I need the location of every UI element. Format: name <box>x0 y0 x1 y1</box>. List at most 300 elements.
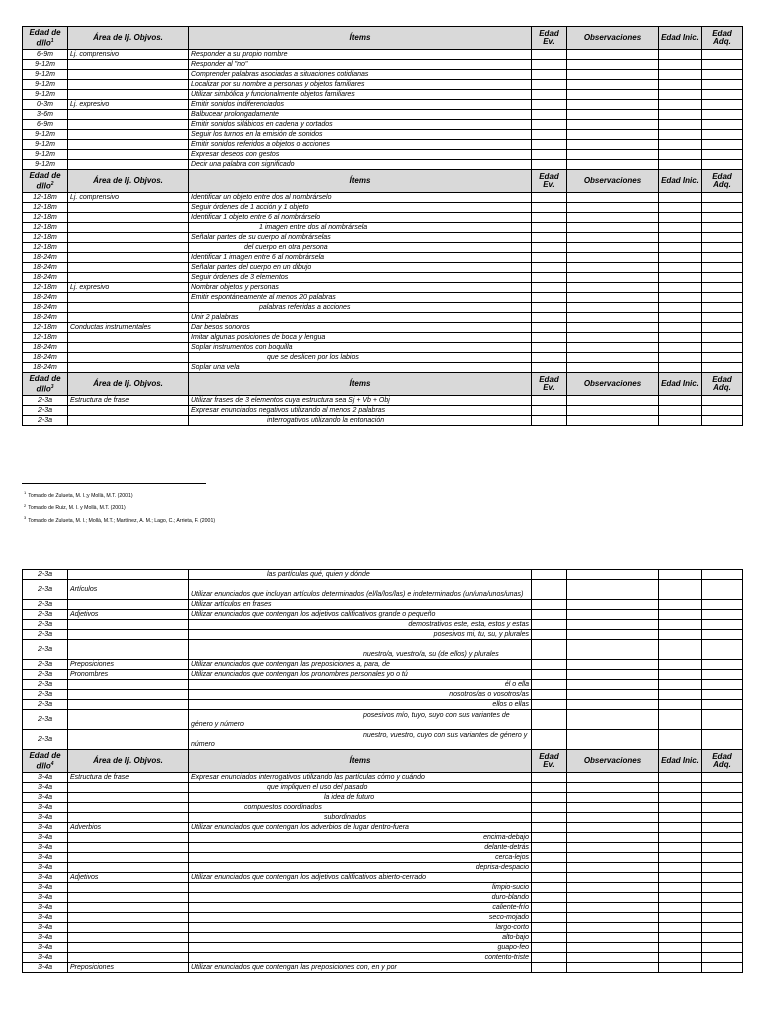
obs-age-ev-cell[interactable] <box>532 903 567 913</box>
age-inic-cell[interactable] <box>659 363 702 373</box>
age-adq-cell[interactable] <box>702 813 743 823</box>
observations-cell[interactable] <box>567 873 659 883</box>
obs-age-ev-cell[interactable] <box>532 793 567 803</box>
obs-age-ev-cell[interactable] <box>532 150 567 160</box>
observations-cell[interactable] <box>567 223 659 233</box>
age-inic-cell[interactable] <box>659 110 702 120</box>
observations-cell[interactable] <box>567 783 659 793</box>
age-adq-cell[interactable] <box>702 893 743 903</box>
observations-cell[interactable] <box>567 863 659 873</box>
age-cell: 2-3a <box>23 416 68 426</box>
obs-age-ev-cell[interactable] <box>532 600 567 610</box>
obs-age-ev-cell[interactable] <box>532 213 567 223</box>
observations-cell[interactable] <box>567 893 659 903</box>
age-adq-cell[interactable] <box>702 943 743 953</box>
age-adq-cell[interactable] <box>702 193 743 203</box>
observations-cell[interactable] <box>567 640 659 660</box>
obs-age-ev-cell[interactable] <box>532 333 567 343</box>
age-inic-cell[interactable] <box>659 913 702 923</box>
obs-age-ev-cell[interactable] <box>532 396 567 406</box>
age-adq-cell[interactable] <box>702 293 743 303</box>
observations-cell[interactable] <box>567 203 659 213</box>
age-adq-cell[interactable] <box>702 263 743 273</box>
age-adq-cell[interactable] <box>702 70 743 80</box>
observations-cell[interactable] <box>567 233 659 243</box>
obs-age-ev-cell[interactable] <box>532 883 567 893</box>
age-inic-cell[interactable] <box>659 253 702 263</box>
observations-cell[interactable] <box>567 90 659 100</box>
age-inic-cell[interactable] <box>659 600 702 610</box>
age-inic-cell[interactable] <box>659 873 702 883</box>
header-age-inic-label: Edad Inic. <box>661 33 699 42</box>
age-adq-cell[interactable] <box>702 710 743 730</box>
observations-cell[interactable] <box>567 670 659 680</box>
age-adq-cell[interactable] <box>702 100 743 110</box>
area-cell <box>68 600 189 610</box>
observations-cell[interactable] <box>567 323 659 333</box>
age-cell: 3-4a <box>23 893 68 903</box>
age-adq-cell[interactable] <box>702 833 743 843</box>
obs-age-ev-cell[interactable] <box>532 100 567 110</box>
obs-age-ev-cell[interactable] <box>532 843 567 853</box>
observations-cell[interactable] <box>567 953 659 963</box>
age-adq-cell[interactable] <box>702 963 743 973</box>
area-cell <box>68 903 189 913</box>
age-inic-cell[interactable] <box>659 283 702 293</box>
obs-age-ev-cell[interactable] <box>532 293 567 303</box>
age-cell: 3-4a <box>23 873 68 883</box>
obs-age-ev-cell[interactable] <box>532 620 567 630</box>
age-inic-cell[interactable] <box>659 293 702 303</box>
observations-cell[interactable] <box>567 680 659 690</box>
age-inic-cell[interactable] <box>659 343 702 353</box>
observations-cell[interactable] <box>567 843 659 853</box>
age-inic-cell[interactable] <box>659 660 702 670</box>
observations-cell[interactable] <box>567 193 659 203</box>
age-adq-cell[interactable] <box>702 863 743 873</box>
age-adq-cell[interactable] <box>702 313 743 323</box>
age-inic-cell[interactable] <box>659 700 702 710</box>
obs-age-ev-cell[interactable] <box>532 253 567 263</box>
obs-age-ev-cell[interactable] <box>532 730 567 750</box>
age-inic-cell[interactable] <box>659 933 702 943</box>
age-adq-cell[interactable] <box>702 90 743 100</box>
obs-age-ev-cell[interactable] <box>532 610 567 620</box>
obs-age-ev-cell[interactable] <box>532 193 567 203</box>
obs-age-ev-cell[interactable] <box>532 873 567 883</box>
obs-age-ev-cell[interactable] <box>532 263 567 273</box>
obs-age-ev-cell[interactable] <box>532 660 567 670</box>
age-adq-cell[interactable] <box>702 120 743 130</box>
obs-age-ev-cell[interactable] <box>532 80 567 90</box>
header-age-ev-label: Edad Ev. <box>539 29 559 46</box>
observations-cell[interactable] <box>567 690 659 700</box>
item-cell: Decir una palabra con significado <box>189 160 532 170</box>
age-inic-cell[interactable] <box>659 243 702 253</box>
obs-age-ev-cell[interactable] <box>532 863 567 873</box>
age-inic-cell[interactable] <box>659 843 702 853</box>
age-inic-cell[interactable] <box>659 100 702 110</box>
obs-age-ev-cell[interactable] <box>532 580 567 600</box>
obs-age-ev-cell[interactable] <box>532 313 567 323</box>
observations-cell[interactable] <box>567 343 659 353</box>
age-adq-cell[interactable] <box>702 343 743 353</box>
age-inic-cell[interactable] <box>659 863 702 873</box>
item-cell: del cuerpo en otra persona <box>189 243 532 253</box>
age-inic-cell[interactable] <box>659 150 702 160</box>
age-adq-cell[interactable] <box>702 396 743 406</box>
observations-cell[interactable] <box>567 610 659 620</box>
age-inic-cell[interactable] <box>659 793 702 803</box>
age-inic-cell[interactable] <box>659 313 702 323</box>
age-inic-cell[interactable] <box>659 203 702 213</box>
observations-cell[interactable] <box>567 243 659 253</box>
observations-cell[interactable] <box>567 263 659 273</box>
age-inic-cell[interactable] <box>659 773 702 783</box>
age-inic-cell[interactable] <box>659 90 702 100</box>
age-adq-cell[interactable] <box>702 690 743 700</box>
observations-cell[interactable] <box>567 100 659 110</box>
obs-age-ev-cell[interactable] <box>532 700 567 710</box>
age-adq-cell[interactable] <box>702 783 743 793</box>
obs-age-ev-cell[interactable] <box>532 416 567 426</box>
age-adq-cell[interactable] <box>702 953 743 963</box>
age-inic-cell[interactable] <box>659 570 702 580</box>
age-inic-cell[interactable] <box>659 803 702 813</box>
age-adq-cell[interactable] <box>702 923 743 933</box>
age-adq-cell[interactable] <box>702 406 743 416</box>
age-adq-cell[interactable] <box>702 620 743 630</box>
table-row <box>23 416 743 426</box>
table-row <box>23 640 743 660</box>
observations-cell[interactable] <box>567 773 659 783</box>
obs-age-ev-cell[interactable] <box>532 323 567 333</box>
age-inic-cell[interactable] <box>659 903 702 913</box>
observations-cell[interactable] <box>567 943 659 953</box>
obs-age-ev-cell[interactable] <box>532 70 567 80</box>
age-inic-cell[interactable] <box>659 50 702 60</box>
age-inic-cell[interactable] <box>659 580 702 600</box>
age-inic-cell[interactable] <box>659 823 702 833</box>
age-adq-cell[interactable] <box>702 580 743 600</box>
obs-age-ev-cell[interactable] <box>532 630 567 640</box>
obs-age-ev-cell[interactable] <box>532 933 567 943</box>
age-inic-cell[interactable] <box>659 670 702 680</box>
age-adq-cell[interactable] <box>702 640 743 660</box>
age-adq-cell[interactable] <box>702 203 743 213</box>
area-cell <box>68 406 189 416</box>
age-adq-cell[interactable] <box>702 803 743 813</box>
obs-age-ev-cell[interactable] <box>532 130 567 140</box>
observations-cell[interactable] <box>567 313 659 323</box>
age-inic-cell[interactable] <box>659 70 702 80</box>
age-adq-cell[interactable] <box>702 793 743 803</box>
obs-age-ev-cell[interactable] <box>532 823 567 833</box>
item-cell: él o ella <box>189 680 532 690</box>
age-adq-cell[interactable] <box>702 363 743 373</box>
observations-cell[interactable] <box>567 150 659 160</box>
age-adq-cell[interactable] <box>702 283 743 293</box>
observations-cell[interactable] <box>567 273 659 283</box>
obs-age-ev-cell[interactable] <box>532 680 567 690</box>
age-inic-cell[interactable] <box>659 353 702 363</box>
age-inic-cell[interactable] <box>659 60 702 70</box>
obs-age-ev-cell[interactable] <box>532 110 567 120</box>
observations-cell[interactable] <box>567 823 659 833</box>
age-inic-cell[interactable] <box>659 680 702 690</box>
obs-age-ev-cell[interactable] <box>532 710 567 730</box>
obs-age-ev-cell[interactable] <box>532 160 567 170</box>
observations-cell[interactable] <box>567 700 659 710</box>
observations-cell[interactable] <box>567 80 659 90</box>
age-inic-cell[interactable] <box>659 813 702 823</box>
observations-cell[interactable] <box>567 253 659 263</box>
age-inic-cell[interactable] <box>659 213 702 223</box>
age-adq-cell[interactable] <box>702 50 743 60</box>
observations-cell[interactable] <box>567 710 659 730</box>
obs-age-ev-cell[interactable] <box>532 223 567 233</box>
age-adq-cell[interactable] <box>702 160 743 170</box>
age-inic-cell[interactable] <box>659 333 702 343</box>
age-inic-cell[interactable] <box>659 640 702 660</box>
header-items <box>189 170 532 193</box>
observations-cell[interactable] <box>567 416 659 426</box>
age-adq-cell[interactable] <box>702 823 743 833</box>
obs-age-ev-cell[interactable] <box>532 120 567 130</box>
observations-cell[interactable] <box>567 283 659 293</box>
age-adq-cell[interactable] <box>702 913 743 923</box>
age-inic-cell[interactable] <box>659 396 702 406</box>
obs-age-ev-cell[interactable] <box>532 670 567 680</box>
obs-age-ev-cell[interactable] <box>532 943 567 953</box>
age-inic-cell[interactable] <box>659 620 702 630</box>
age-adq-cell[interactable] <box>702 110 743 120</box>
age-inic-cell[interactable] <box>659 323 702 333</box>
age-adq-cell[interactable] <box>702 883 743 893</box>
age-adq-cell[interactable] <box>702 253 743 263</box>
observations-cell[interactable] <box>567 60 659 70</box>
observations-cell[interactable] <box>567 803 659 813</box>
age-adq-cell[interactable] <box>702 843 743 853</box>
age-inic-cell[interactable] <box>659 853 702 863</box>
item-cell: Expresar deseos con gestos <box>189 150 532 160</box>
observations-cell[interactable] <box>567 396 659 406</box>
age-adq-cell[interactable] <box>702 333 743 343</box>
age-inic-cell[interactable] <box>659 783 702 793</box>
observations-cell[interactable] <box>567 50 659 60</box>
item-cell: Emitir sonidos indiferenciados <box>189 100 532 110</box>
age-adq-cell[interactable] <box>702 873 743 883</box>
age-adq-cell[interactable] <box>702 903 743 913</box>
obs-age-ev-cell[interactable] <box>532 406 567 416</box>
age-adq-cell[interactable] <box>702 150 743 160</box>
age-adq-cell[interactable] <box>702 303 743 313</box>
age-adq-cell[interactable] <box>702 610 743 620</box>
area-cell: Artículos <box>68 580 189 600</box>
age-inic-cell[interactable] <box>659 273 702 283</box>
obs-age-ev-cell[interactable] <box>532 783 567 793</box>
age-inic-cell[interactable] <box>659 193 702 203</box>
obs-age-ev-cell[interactable] <box>532 353 567 363</box>
observations-cell[interactable] <box>567 913 659 923</box>
obs-age-ev-cell[interactable] <box>532 243 567 253</box>
obs-age-ev-cell[interactable] <box>532 50 567 60</box>
obs-age-ev-cell[interactable] <box>532 923 567 933</box>
obs-age-ev-cell[interactable] <box>532 773 567 783</box>
age-inic-cell[interactable] <box>659 690 702 700</box>
obs-age-ev-cell[interactable] <box>532 640 567 660</box>
header-items <box>189 27 532 50</box>
observations-cell[interactable] <box>567 140 659 150</box>
footnote-separator <box>22 483 206 484</box>
age-inic-cell[interactable] <box>659 963 702 973</box>
observations-cell[interactable] <box>567 630 659 640</box>
age-inic-cell[interactable] <box>659 953 702 963</box>
observations-cell[interactable] <box>567 120 659 130</box>
observations-cell[interactable] <box>567 353 659 363</box>
observations-cell[interactable] <box>567 933 659 943</box>
age-adq-cell[interactable] <box>702 680 743 690</box>
age-adq-cell[interactable] <box>702 660 743 670</box>
observations-cell[interactable] <box>567 580 659 600</box>
age-adq-cell[interactable] <box>702 223 743 233</box>
observations-cell[interactable] <box>567 160 659 170</box>
age-adq-cell[interactable] <box>702 213 743 223</box>
obs-age-ev-cell[interactable] <box>532 813 567 823</box>
age-inic-cell[interactable] <box>659 630 702 640</box>
observations-cell[interactable] <box>567 110 659 120</box>
age-inic-cell[interactable] <box>659 923 702 933</box>
header-observations-label: Observaciones <box>583 756 642 765</box>
age-inic-cell[interactable] <box>659 883 702 893</box>
age-inic-cell[interactable] <box>659 416 702 426</box>
area-cell <box>68 620 189 630</box>
obs-age-ev-cell[interactable] <box>532 570 567 580</box>
obs-age-ev-cell[interactable] <box>532 273 567 283</box>
obs-age-ev-cell[interactable] <box>532 60 567 70</box>
area-cell <box>68 160 189 170</box>
observations-cell[interactable] <box>567 903 659 913</box>
obs-age-ev-cell[interactable] <box>532 303 567 313</box>
age-adq-cell[interactable] <box>702 416 743 426</box>
age-adq-cell[interactable] <box>702 233 743 243</box>
age-inic-cell[interactable] <box>659 406 702 416</box>
observations-cell[interactable] <box>567 570 659 580</box>
table-row <box>23 863 743 873</box>
obs-age-ev-cell[interactable] <box>532 963 567 973</box>
obs-age-ev-cell[interactable] <box>532 203 567 213</box>
obs-age-ev-cell[interactable] <box>532 283 567 293</box>
age-inic-cell[interactable] <box>659 223 702 233</box>
evaluation-table-page-2 <box>22 569 743 973</box>
item-cell: Identificar 1 objeto entre 6 al nombrárselo <box>189 213 532 223</box>
age-inic-cell[interactable] <box>659 610 702 620</box>
header-age-dev-label: Edad de dllo <box>29 373 61 394</box>
obs-age-ev-cell[interactable] <box>532 343 567 353</box>
table-row <box>23 313 743 323</box>
age-adq-cell[interactable] <box>702 933 743 943</box>
obs-age-ev-cell[interactable] <box>532 803 567 813</box>
observations-cell[interactable] <box>567 853 659 863</box>
age-adq-cell[interactable] <box>702 60 743 70</box>
age-inic-cell[interactable] <box>659 140 702 150</box>
obs-age-ev-cell[interactable] <box>532 690 567 700</box>
age-adq-cell[interactable] <box>702 730 743 750</box>
obs-age-ev-cell[interactable] <box>532 853 567 863</box>
age-adq-cell[interactable] <box>702 273 743 283</box>
age-inic-cell[interactable] <box>659 80 702 90</box>
age-adq-cell[interactable] <box>702 700 743 710</box>
age-inic-cell[interactable] <box>659 893 702 903</box>
age-adq-cell[interactable] <box>702 570 743 580</box>
observations-cell[interactable] <box>567 70 659 80</box>
observations-cell[interactable] <box>567 333 659 343</box>
observations-cell[interactable] <box>567 363 659 373</box>
age-adq-cell[interactable] <box>702 630 743 640</box>
observations-cell[interactable] <box>567 963 659 973</box>
item-cell: Comprender palabras asociadas a situaciones cotidianas <box>189 70 532 80</box>
observations-cell[interactable] <box>567 406 659 416</box>
observations-cell[interactable] <box>567 730 659 750</box>
observations-cell[interactable] <box>567 293 659 303</box>
age-cell: 2-3a <box>23 640 68 660</box>
observations-cell[interactable] <box>567 923 659 933</box>
observations-cell[interactable] <box>567 303 659 313</box>
age-adq-cell[interactable] <box>702 353 743 363</box>
age-adq-cell[interactable] <box>702 243 743 253</box>
observations-cell[interactable] <box>567 813 659 823</box>
age-adq-cell[interactable] <box>702 130 743 140</box>
obs-age-ev-cell[interactable] <box>532 953 567 963</box>
age-inic-cell[interactable] <box>659 160 702 170</box>
age-adq-cell[interactable] <box>702 140 743 150</box>
age-inic-cell[interactable] <box>659 130 702 140</box>
observations-cell[interactable] <box>567 660 659 670</box>
age-inic-cell[interactable] <box>659 233 702 243</box>
obs-age-ev-cell[interactable] <box>532 833 567 843</box>
age-adq-cell[interactable] <box>702 773 743 783</box>
obs-age-ev-cell[interactable] <box>532 90 567 100</box>
observations-cell[interactable] <box>567 883 659 893</box>
age-inic-cell[interactable] <box>659 303 702 313</box>
obs-age-ev-cell[interactable] <box>532 893 567 903</box>
age-adq-cell[interactable] <box>702 80 743 90</box>
observations-cell[interactable] <box>567 793 659 803</box>
obs-age-ev-cell[interactable] <box>532 913 567 923</box>
age-inic-cell[interactable] <box>659 263 702 273</box>
age-inic-cell[interactable] <box>659 943 702 953</box>
obs-age-ev-cell[interactable] <box>532 140 567 150</box>
observations-cell[interactable] <box>567 833 659 843</box>
age-adq-cell[interactable] <box>702 670 743 680</box>
table-row <box>23 600 743 610</box>
age-adq-cell[interactable] <box>702 600 743 610</box>
observations-cell[interactable] <box>567 620 659 630</box>
observations-cell[interactable] <box>567 600 659 610</box>
age-adq-cell[interactable] <box>702 853 743 863</box>
age-inic-cell[interactable] <box>659 833 702 843</box>
item-cell: duro-blando <box>189 893 532 903</box>
observations-cell[interactable] <box>567 130 659 140</box>
obs-age-ev-cell[interactable] <box>532 363 567 373</box>
observations-cell[interactable] <box>567 213 659 223</box>
table-row <box>23 233 743 243</box>
age-inic-cell[interactable] <box>659 710 702 730</box>
age-adq-cell[interactable] <box>702 323 743 333</box>
obs-age-ev-cell[interactable] <box>532 233 567 243</box>
age-inic-cell[interactable] <box>659 730 702 750</box>
age-inic-cell[interactable] <box>659 120 702 130</box>
